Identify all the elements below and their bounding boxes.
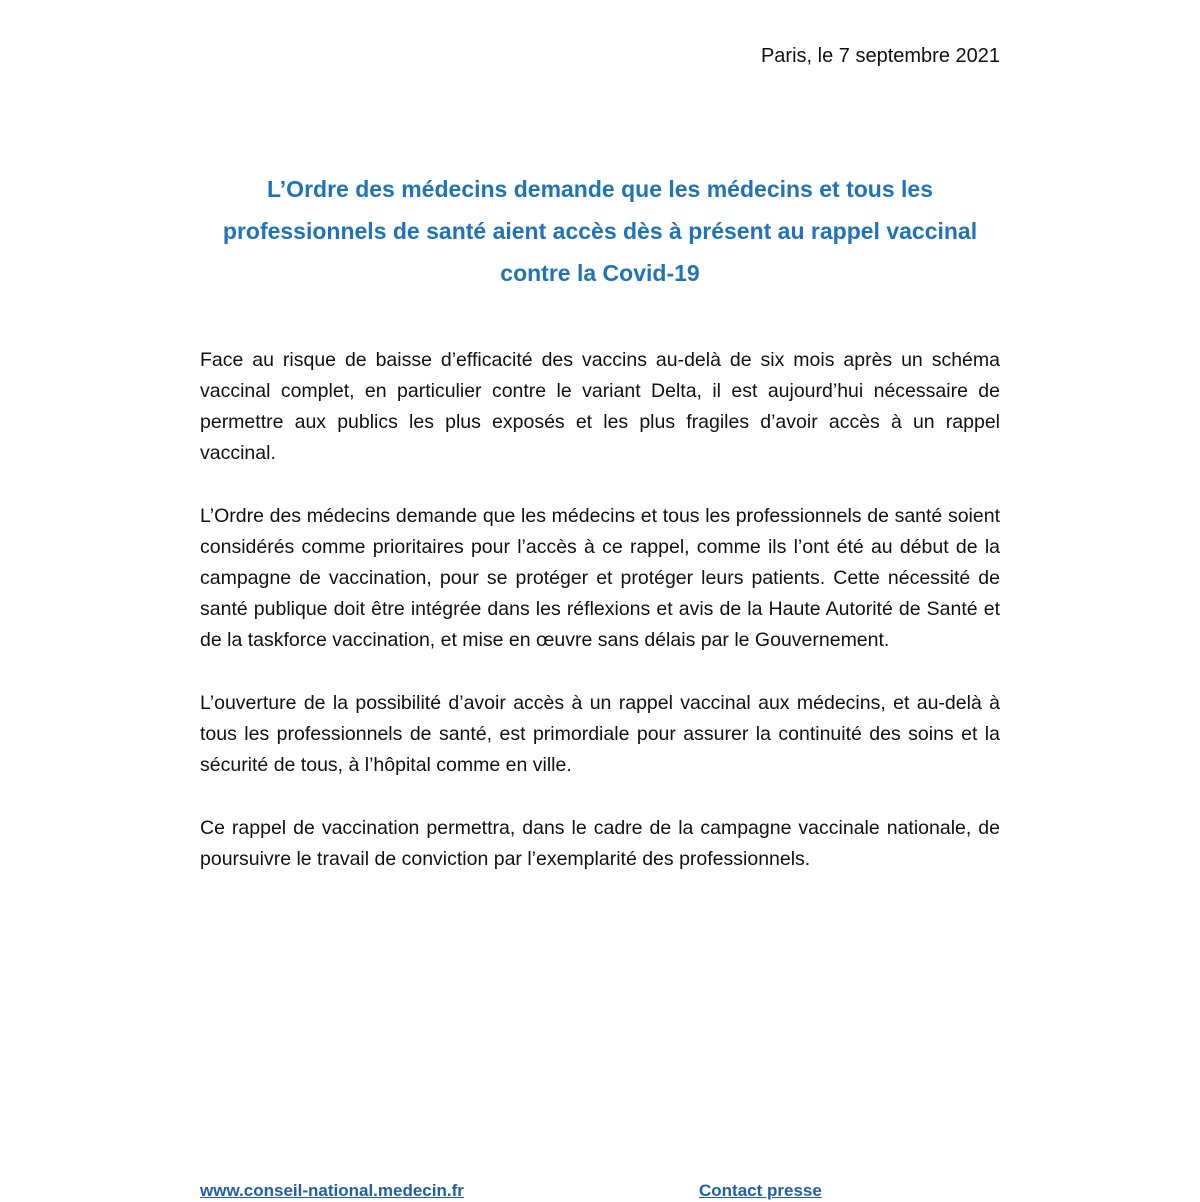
document-body	[200, 345, 1000, 907]
website-link[interactable]: www.conseil-national.medecin.fr	[200, 1181, 464, 1200]
document-date: Paris, le 7 septembre 2021	[760, 45, 1000, 67]
title-line-3: contre la Covid-19	[500, 260, 700, 286]
document-title	[190, 168, 1010, 294]
paragraph-3: L’ouverture de la possibilité d’avoir accès à un rappel vaccinal aux médecins, et au-delà à tous les professionnels de santé, est primordiale pour assurer la continuité des soins et la sécurité de tous, à l’hôpital comme en ville.	[200, 692, 1000, 776]
press-contact-link[interactable]: Contact presse	[699, 1181, 822, 1200]
paragraph-1: Face au risque de baisse d’efficacité des vaccins au-delà de six mois après un schéma vaccinal complet, en particulier contre le variant Delta, il est aujourd’hui nécessaire de permettre aux publics les plus exposés et les plus fragiles d’avoir accès à un rappel vaccinal.	[200, 349, 1000, 464]
title-line-1: L’Ordre des médecins demande que les médecins et tous les	[267, 176, 933, 202]
paragraph-2: L’Ordre des médecins demande que les médecins et tous les professionnels de santé soient considérés comme prioritaires pour l’accès à ce rappel, comme ils l’ont été au début de la campagne de vaccination, pour se protéger et protéger leurs patients. Cette nécessité de santé publique doit être intégrée dans les réflexions et avis de la Haute Autorité de Santé et de la taskforce vaccination, et mise en œuvre sans délais par le Gouvernement.	[200, 505, 1000, 651]
paragraph-4: Ce rappel de vaccination permettra, dans le cadre de la campagne vaccinale nationale, de poursuivre le travail de conviction par l’exemplarité des professionnels.	[200, 817, 1000, 870]
title-line-2: professionnels de santé aient accès dès à présent au rappel vaccinal	[222, 218, 978, 244]
